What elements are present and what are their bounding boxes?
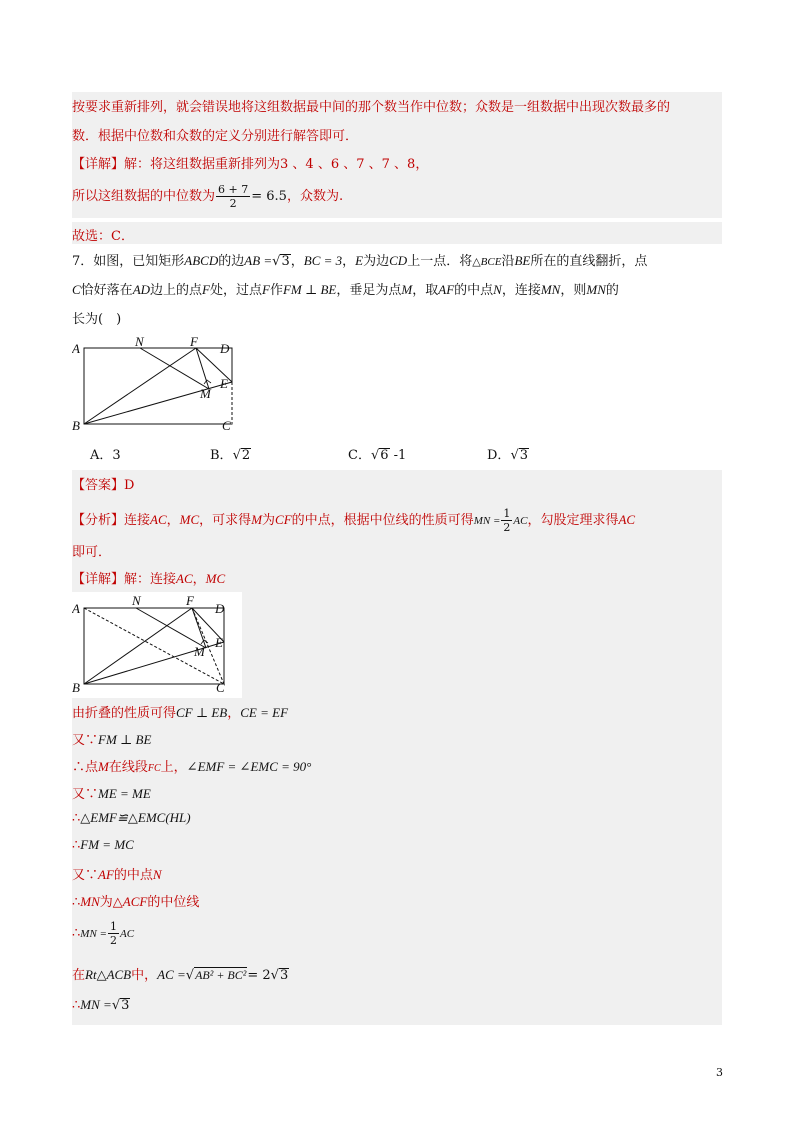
step-text: ∴点 (72, 760, 99, 775)
analysis-text: ，可求得 (199, 513, 252, 528)
detail-tag: 【详解】 (72, 572, 125, 587)
step-text: 在线段 (108, 760, 148, 775)
label-b: B (72, 418, 80, 433)
step-math: CF ⊥ EB (176, 705, 228, 720)
q7-text: 恰好落在 (80, 283, 133, 298)
label-e-2: E (215, 635, 223, 650)
choice-suffix: -1 (389, 448, 407, 463)
q7-text: 的 (605, 283, 619, 298)
step-4 (72, 783, 151, 802)
prev-analysis-line-1: 按要求重新排列，就会错误地将这组数据最中间的那个数当作中位数；众数是一组数据中出现次数最多的 (72, 100, 671, 115)
step-math: △EMF≌△EMC(HL) (80, 810, 191, 825)
q7-choices (90, 444, 690, 464)
q7-text: 作 (269, 283, 283, 298)
q7-text: 为边 (363, 254, 390, 269)
median-end: . (338, 189, 344, 204)
step-math: MN (80, 894, 100, 909)
label-c-2: C (216, 680, 225, 695)
radical-sign: √ (510, 448, 519, 463)
step-9-half (108, 920, 119, 947)
step-text: ∴ (72, 838, 81, 853)
choice-letter: A． (90, 448, 113, 463)
analysis-tag: 【分析】 (72, 513, 125, 528)
q7-sqrt (280, 254, 290, 269)
label-c: C (222, 418, 231, 433)
segment-nm (140, 348, 209, 389)
step-math: AC = (157, 967, 186, 982)
median-prefix: 所以这组数据的中位数为 (72, 189, 216, 204)
step-math: AF (98, 867, 114, 882)
label-n-2: N (132, 593, 141, 608)
q7-text: 所在的直线翻折，点 (530, 254, 648, 269)
page-number: 3 (716, 1066, 723, 1079)
segment-bf (84, 348, 196, 424)
q7-math: MN (540, 282, 561, 297)
choice-sqrt (519, 448, 529, 463)
question-7 (72, 250, 722, 327)
q7-math: F (262, 282, 270, 297)
sorted-sequence: 3 、4 、6 、7 、7 、8 (280, 157, 416, 172)
choice-radicand: 3 (519, 448, 529, 463)
q7-text: 处，过点 (210, 283, 263, 298)
q7-text: ， (342, 254, 356, 269)
q7-math: M (401, 282, 413, 297)
label-e: E (220, 376, 228, 391)
detail-suffix: ， (415, 157, 429, 172)
q7-math: AD (132, 282, 151, 297)
step-6 (72, 837, 134, 853)
step-math: AC (119, 928, 135, 940)
q7-math: N (493, 282, 502, 297)
analysis-text: 连接 (124, 513, 151, 528)
analysis-line-1 (72, 507, 635, 534)
step-text: 又∵ (72, 787, 99, 802)
analysis-half (501, 507, 512, 534)
step-text: 由折叠的性质可得 (72, 706, 177, 721)
q7-math: F (202, 282, 210, 297)
analysis-math: M (251, 512, 263, 527)
prev-detail-line (72, 153, 722, 172)
detail-figure (72, 592, 242, 698)
step-text: ∴ (72, 998, 81, 1013)
q7-stem-line-3: 长为( ) (72, 312, 122, 327)
prev-detail-block (72, 148, 722, 218)
label-n: N (135, 334, 144, 349)
choice-value: 3 (112, 448, 121, 463)
step-text: 的中点 (113, 868, 153, 883)
choice-sqrt (379, 448, 389, 463)
choice-d[interactable] (487, 444, 529, 463)
q7-math: △BCE (472, 256, 502, 268)
q7-stem-line-1 (72, 250, 722, 269)
label-d: D (220, 341, 230, 356)
q7-math: AF (438, 282, 455, 297)
step-text: 的中位线 (147, 895, 200, 910)
q7-text: 如图，已知矩形 (93, 254, 185, 269)
q7-math: BE (514, 253, 531, 268)
prev-choice-line: 故选：C． (72, 229, 134, 244)
step-7 (72, 864, 162, 883)
step-3 (72, 756, 311, 775)
analysis-math: AC (618, 512, 636, 527)
choice-c[interactable] (348, 444, 406, 463)
median-denominator: 2 (229, 197, 237, 210)
step-10: 在Rt△ACB中，AC =√AB² + BC²= 2√3 (72, 967, 289, 983)
q7-text: ，则 (560, 283, 587, 298)
radical-sign: √ (232, 448, 241, 463)
radical-sign: √ (370, 448, 380, 463)
label-f-2: F (186, 593, 194, 608)
step-text: ∴ (72, 895, 81, 910)
answer-tag: 【答案】 (72, 478, 125, 493)
median-numerator: 6 + 7 (218, 183, 249, 196)
analysis-math: MN = (473, 515, 501, 527)
frac-den: 2 (503, 521, 511, 534)
step-text: 中， (131, 968, 158, 983)
analysis-math: CF (275, 512, 292, 527)
q7-stem-line-2 (72, 279, 722, 298)
step-text: ， (227, 706, 241, 721)
q7-math: E (355, 253, 364, 268)
step-math: FM ⊥ BE (98, 732, 152, 747)
median-suffix: ，众数为 (286, 189, 339, 204)
q7-math: C (72, 282, 81, 297)
detail-text: ， (192, 572, 206, 587)
q7-radicand: 3 (281, 254, 290, 269)
step-radicand: AB² + BC² (195, 968, 247, 982)
step-math: ∠EMF = ∠EMC = 90° (186, 759, 312, 774)
q7-math: MN (586, 282, 606, 297)
median-value: = 6.5 (251, 189, 287, 204)
step-9 (72, 920, 134, 947)
solution-block (72, 470, 722, 1025)
label-a-2: A (72, 601, 80, 616)
detail-text: 解：将这组数据重新排列为 (124, 157, 281, 172)
detail-tag: 【详解】 (72, 157, 125, 172)
q7-text: 边上的点 (150, 283, 203, 298)
step-math: △ACF (112, 894, 148, 909)
detail-math: MC (205, 571, 226, 586)
q7-text: ，取 (412, 283, 439, 298)
frac-den: 2 (109, 934, 117, 947)
frac-num: 1 (503, 507, 511, 520)
q7-text: ，连接 (501, 283, 541, 298)
analysis-math: MC (179, 512, 200, 527)
analysis-line-2: 即可． (72, 545, 112, 560)
step-math: CE = EF (240, 705, 289, 720)
step-math: MN = (80, 928, 107, 940)
segment-fm-2 (192, 608, 206, 648)
detail-intro (72, 568, 225, 587)
q7-text: ， (290, 254, 304, 269)
analysis-math: AC (513, 515, 528, 527)
step-text: ∴ (72, 811, 81, 826)
q7-text: 上一点．将 (407, 254, 473, 269)
median-fraction (216, 183, 250, 210)
label-f: F (190, 334, 198, 349)
step-2 (72, 729, 151, 748)
analysis-text: ，勾股定理求得 (527, 513, 619, 528)
step-math: = 2 (247, 968, 271, 983)
q7-math: ABCD (184, 253, 219, 268)
prev-analysis-line-2: 数．根据中位数和众数的定义分别进行解答即可． (72, 129, 359, 144)
step-math: FC (147, 763, 161, 774)
q7-figure-svg (72, 332, 242, 434)
analysis-math: AC (150, 512, 167, 527)
choice-radicand: 2 (241, 448, 251, 463)
prev-median-line (72, 183, 722, 210)
label-m-2: M (194, 644, 205, 659)
detail-math: AC (176, 571, 193, 586)
analysis-text: 的中点，根据中位线的性质可得 (291, 513, 474, 528)
q7-math: FM ⊥ BE (282, 282, 337, 297)
radical-sign: √ (272, 254, 281, 269)
prev-analysis-block (72, 92, 722, 148)
choice-letter: B． (210, 448, 233, 463)
frac-num: 1 (109, 920, 117, 933)
answer-value: D (124, 478, 135, 493)
label-a: A (72, 341, 80, 356)
detail-text: 解：连接 (124, 572, 177, 587)
step-radicand: 3 (279, 968, 289, 983)
analysis-text: ， (166, 513, 180, 528)
step-text: 又∵ (72, 733, 99, 748)
detail-figure-svg (72, 592, 242, 698)
q7-text: 的边 (218, 254, 245, 269)
step-math: M (98, 759, 109, 774)
q7-figure (72, 332, 242, 434)
label-b-2: B (72, 680, 80, 695)
step-5 (72, 810, 191, 826)
step-math: FM = MC (80, 837, 134, 852)
segment-bf-2 (84, 608, 192, 684)
q7-text: ，垂足为点 (336, 283, 402, 298)
q7-number: 7． (72, 254, 94, 269)
step-text: 为 (99, 895, 113, 910)
step-math: MN = (80, 997, 112, 1012)
label-m: M (200, 386, 211, 401)
q7-text: 沿 (501, 254, 515, 269)
step-text: ∴ (72, 926, 81, 941)
step-text: 在 (72, 968, 86, 983)
q7-math: AB = (244, 253, 273, 268)
step-math: Rt△ACB (85, 967, 132, 982)
step-text: 上， (160, 760, 187, 775)
step-1 (72, 702, 288, 721)
choice-letter: D． (487, 448, 511, 463)
q7-math: BC = 3 (303, 253, 343, 268)
choice-radicand: 6 (380, 448, 389, 463)
q7-math: CD (389, 253, 408, 268)
choice-a[interactable] (90, 444, 121, 463)
q7-text: 的中点 (454, 283, 494, 298)
label-d-2: D (215, 601, 225, 616)
analysis-text: 为 (262, 513, 276, 528)
step-11: ∴MN =√3 (72, 997, 130, 1013)
choice-b[interactable] (210, 444, 251, 463)
step-8 (72, 891, 199, 910)
prev-choice-block (72, 222, 722, 244)
choice-letter: C． (348, 448, 371, 463)
choice-sqrt (241, 448, 251, 463)
answer-line (72, 474, 134, 493)
step-text: 又∵ (72, 868, 99, 883)
step-math: ME = ME (98, 786, 151, 801)
step-math: N (152, 867, 162, 882)
step-radicand: 3 (121, 998, 130, 1013)
